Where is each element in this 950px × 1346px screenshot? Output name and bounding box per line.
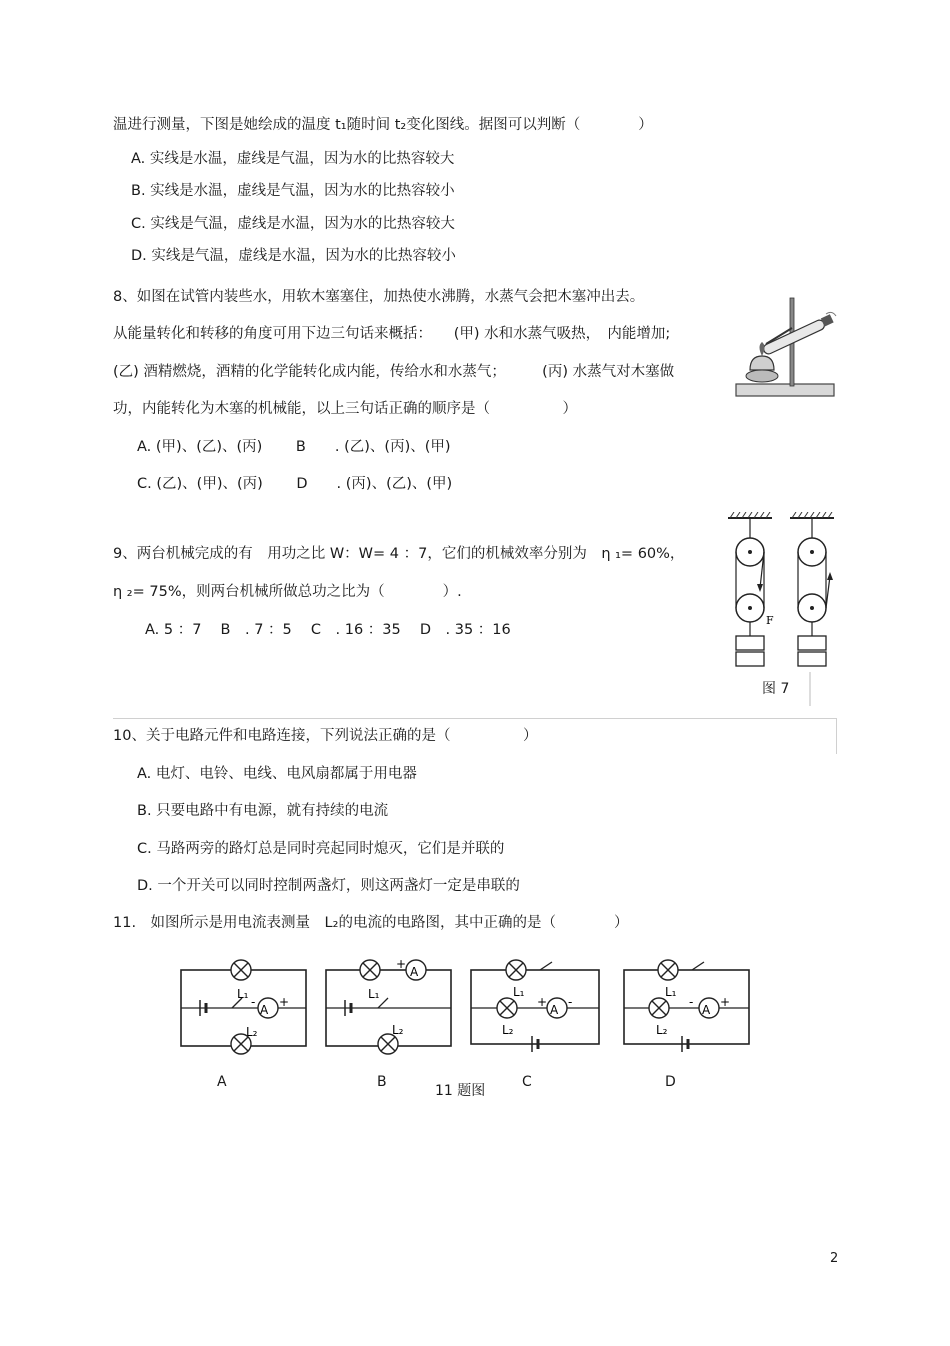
svg-text:+: +: [396, 957, 407, 971]
q7-option-d: D. 实线是气温，虚线是水温，因为水的比热容较小: [131, 248, 456, 264]
svg-text:L₁: L₁: [513, 985, 525, 999]
svg-text:L₁: L₁: [368, 987, 380, 1001]
pulley-system-figure: [722, 512, 842, 706]
circuit-a-label: A: [217, 1074, 227, 1090]
q11-stem: 11. 如图所示是用电流表测量 L₂的电流的电路图，其中正确的是（ ）: [113, 915, 629, 931]
q10-option-a: A. 电灯、电铃、电线、电风扇都属于用电器: [137, 766, 417, 782]
svg-text:+: +: [279, 995, 290, 1009]
svg-text:A: A: [702, 1003, 711, 1017]
q10-option-d: D. 一个开关可以同时控制两盏灯，则这两盏灯一定是串联的: [137, 878, 520, 894]
figure-7-caption: 图 7: [762, 681, 790, 697]
circuit-c: [471, 960, 599, 1052]
q7-option-b: B. 实线是水温，虚线是气温，因为水的比热容较小: [131, 183, 455, 199]
svg-text:-: -: [689, 995, 694, 1009]
svg-text:L₂: L₂: [392, 1023, 404, 1037]
svg-text:-: -: [568, 995, 573, 1009]
q9-options: A. 5 ：7 B . 7 ：5 C . 16 ：35 D . 35 ：16: [145, 622, 511, 638]
circuit-a: [181, 960, 306, 1054]
q9-line-2: η ₂= 75%，则两台机械所做总功之比为（ ）.: [113, 584, 462, 600]
svg-text:L₁: L₁: [237, 987, 249, 1001]
svg-text:A: A: [410, 965, 419, 979]
section-divider: [113, 718, 837, 719]
q8-option-ab: A. (甲)、(乙)、(丙) B . (乙)、(丙)、(甲): [137, 439, 451, 455]
circuit-c-label: C: [522, 1074, 532, 1090]
q10-option-c: C. 马路两旁的路灯总是同时亮起同时熄灭，它们是并联的: [137, 841, 505, 857]
circuit-b-label: B: [377, 1074, 387, 1090]
q7-option-a: A. 实线是水温，虚线是气温，因为水的比热容较大: [131, 151, 455, 167]
circuit-d-label: D: [665, 1074, 676, 1090]
q8-option-cd: C. (乙)、(甲)、(丙) D . (丙)、(乙)、(甲): [137, 476, 453, 492]
svg-text:+: +: [537, 995, 548, 1009]
svg-text:L₂: L₂: [246, 1025, 258, 1039]
q8-line-2: 从能量转化和转移的角度可用下边三句话来概括： (甲) 水和水蒸气吸热， 内能增加;: [113, 326, 671, 342]
svg-text:-: -: [251, 995, 256, 1009]
q8-line-3: (乙) 酒精燃烧，酒精的化学能转化成内能，传给水和水蒸气； (丙) 水蒸气对木塞做: [113, 364, 675, 380]
section-divider-edge: [836, 718, 837, 754]
svg-text:+: +: [720, 995, 731, 1009]
q7-option-c: C. 实线是气温，虚线是水温，因为水的比热容较大: [131, 216, 455, 232]
test-tube-apparatus-figure: [730, 292, 840, 404]
q7-stem: 温进行测量，下图是她绘成的温度 t₁随时间 t₂变化图线。据图可以判断（ ）: [113, 117, 653, 133]
q9-line-1: 9、两台机械完成的有 用功之比 W：W= 4 ：7，它们的机械效率分别为 η ₁= 60%，: [113, 546, 685, 562]
pulley-force-label: F: [766, 614, 774, 627]
q10-option-b: B. 只要电路中有电源，就有持续的电流: [137, 803, 389, 819]
circuit-d: [624, 960, 749, 1052]
svg-text:L₂: L₂: [656, 1023, 668, 1037]
svg-text:A: A: [550, 1003, 559, 1017]
svg-text:L₁: L₁: [665, 985, 677, 999]
page-number: 2: [830, 1251, 839, 1266]
q10-stem: 10、关于电路元件和电路连接，下列说法正确的是（ ）: [113, 728, 538, 744]
q11-figure-caption: 11 题图: [435, 1083, 486, 1099]
circuit-b: [326, 957, 451, 1054]
svg-text:L₂: L₂: [502, 1023, 514, 1037]
q8-line-4: 功，内能转化为木塞的机械能，以上三句话正确的顺序是（ ）: [113, 401, 577, 417]
svg-text:A: A: [260, 1003, 269, 1017]
q11-circuit-diagrams: [170, 952, 770, 1062]
q8-line-1: 8、如图在试管内装些水，用软木塞塞住，加热使水沸腾，水蒸气会把木塞冲出去。: [113, 289, 645, 305]
